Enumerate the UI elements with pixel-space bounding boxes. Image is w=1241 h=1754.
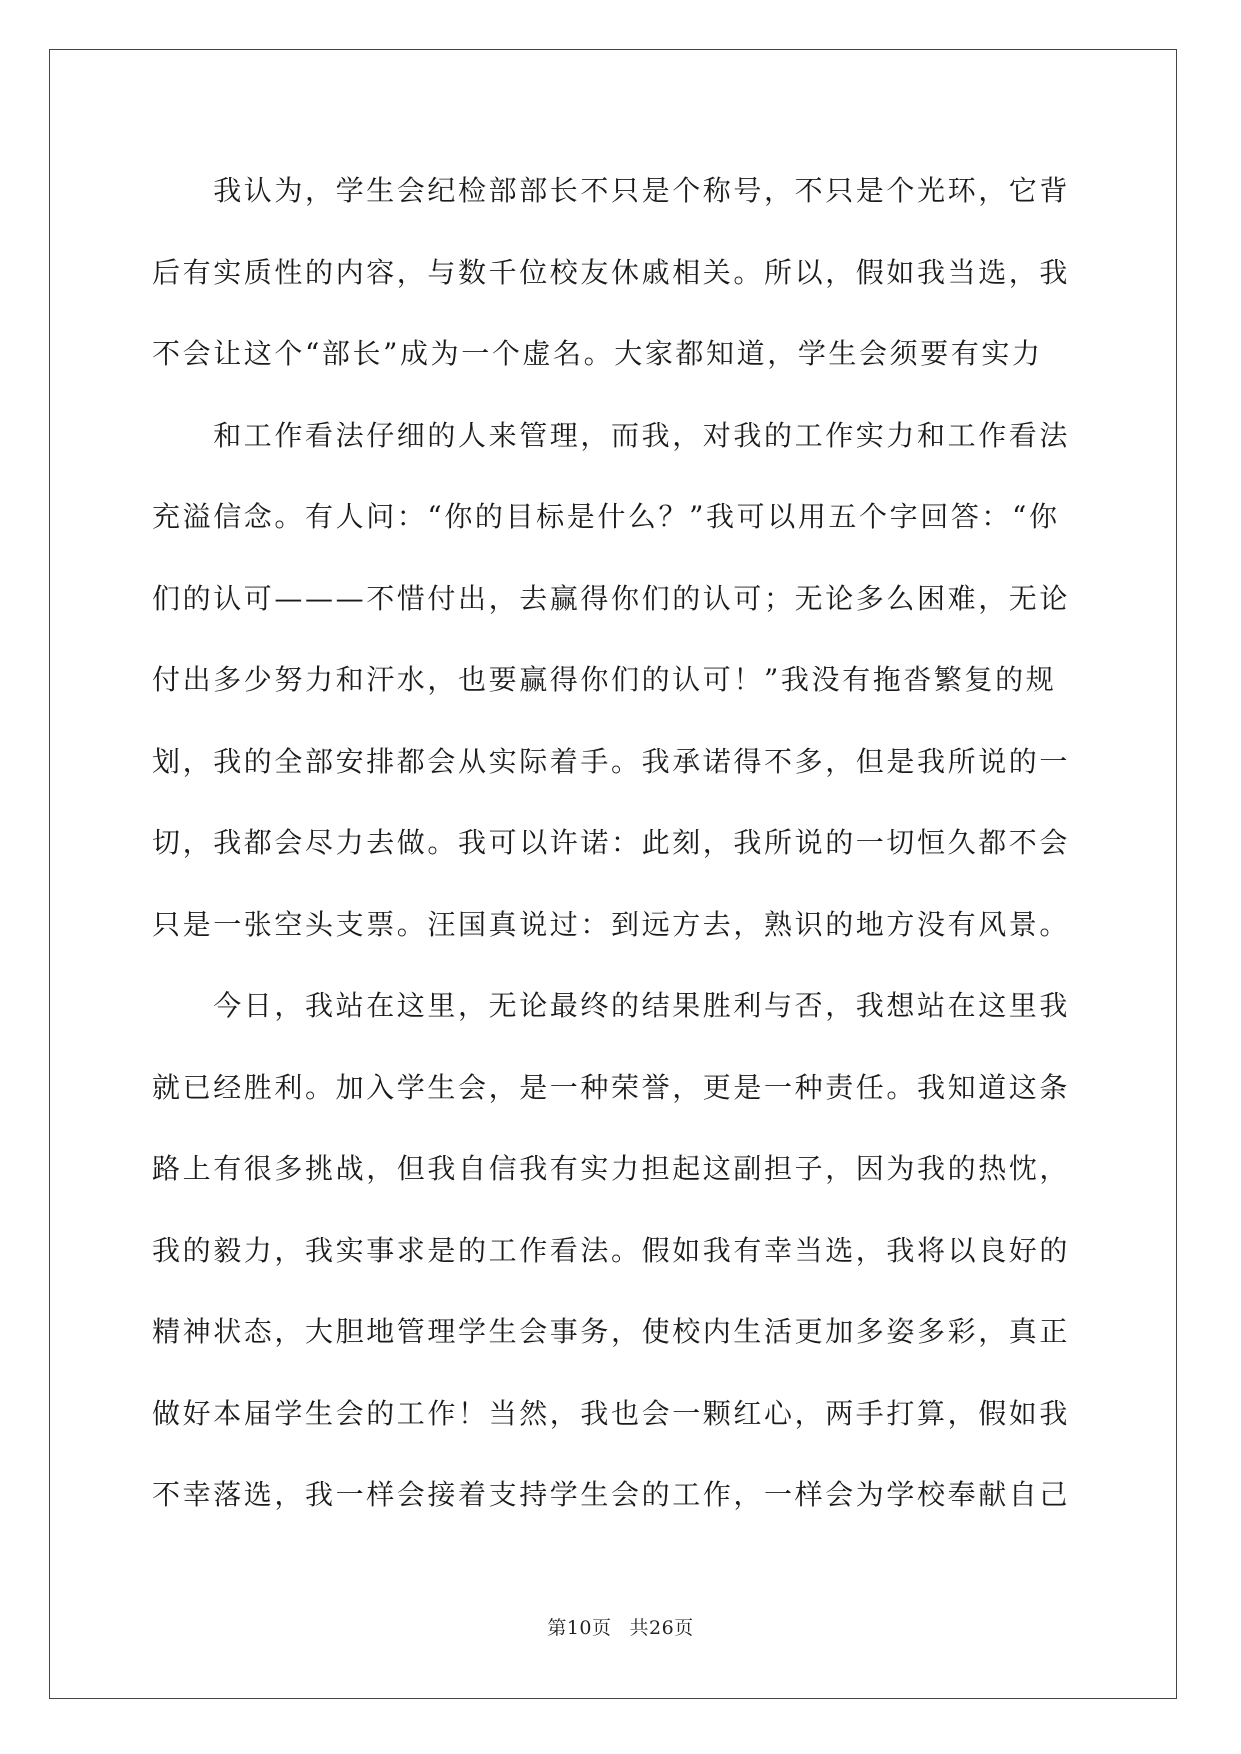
text-line: 们的认可———不惜付出，去赢得你们的认可；无论多么困难，无论 [152, 581, 1071, 615]
text-line: 和工作看法仔细的人来管理，而我，对我的工作实力和工作看法 [152, 418, 1071, 452]
text-line: 精神状态，大胆地管理学生会事务，使校内生活更加多姿多彩，真正 [152, 1315, 1071, 1348]
text-line: 不会让这个“部长”成为一个虚名。大家都知道，学生会须要有实力 [152, 337, 1043, 370]
page-footer [0, 1613, 1241, 1640]
text-line: 做好本届学生会的工作！当然，我也会一颗红心，两手打算，假如我 [152, 1396, 1071, 1430]
text-line: 划，我的全部安排都会从实际着手。我承诺得不多，但是我所说的一 [152, 744, 1071, 778]
text-line: 今日，我站在这里，无论最终的结果胜利与否，我想站在这里我 [152, 989, 1071, 1022]
text-line: 付出多少努力和汗水，也要赢得你们的认可！”我没有拖沓繁复的规 [152, 663, 1057, 696]
text-line: 我的毅力，我实事求是的工作看法。假如我有幸当选，我将以良好的 [152, 1233, 1071, 1267]
text-line: 不幸落选，我一样会接着支持学生会的工作，一样会为学校奉献自己 [152, 1478, 1071, 1511]
text-line: 路上有很多挑战，但我自信我有实力担起这副担子，因为我的热忱， [152, 1152, 1071, 1185]
text-line: 就已经胜利。加入学生会，是一种荣誉，更是一种责任。我知道这条 [152, 1070, 1071, 1104]
text-line: 切，我都会尽力去做。我可以许诺：此刻，我所说的一切恒久都不会 [152, 826, 1071, 859]
text-line: 充溢信念。有人问：“你的目标是什么？”我可以用五个字回答：“你 [152, 500, 1060, 533]
page-number: 第10页 [547, 1617, 612, 1639]
page-total: 共26页 [629, 1617, 694, 1639]
text-line: 后有实质性的内容，与数千位校友休戚相关。所以，假如我当选，我 [152, 255, 1071, 289]
text-line: 只是一张空头支票。汪国真说过：到远方去，熟识的地方没有风景。 [152, 907, 1071, 941]
text-line: 我认为，学生会纪检部部长不只是个称号，不只是个光环，它背 [152, 174, 1071, 207]
document-body [152, 163, 1082, 1549]
